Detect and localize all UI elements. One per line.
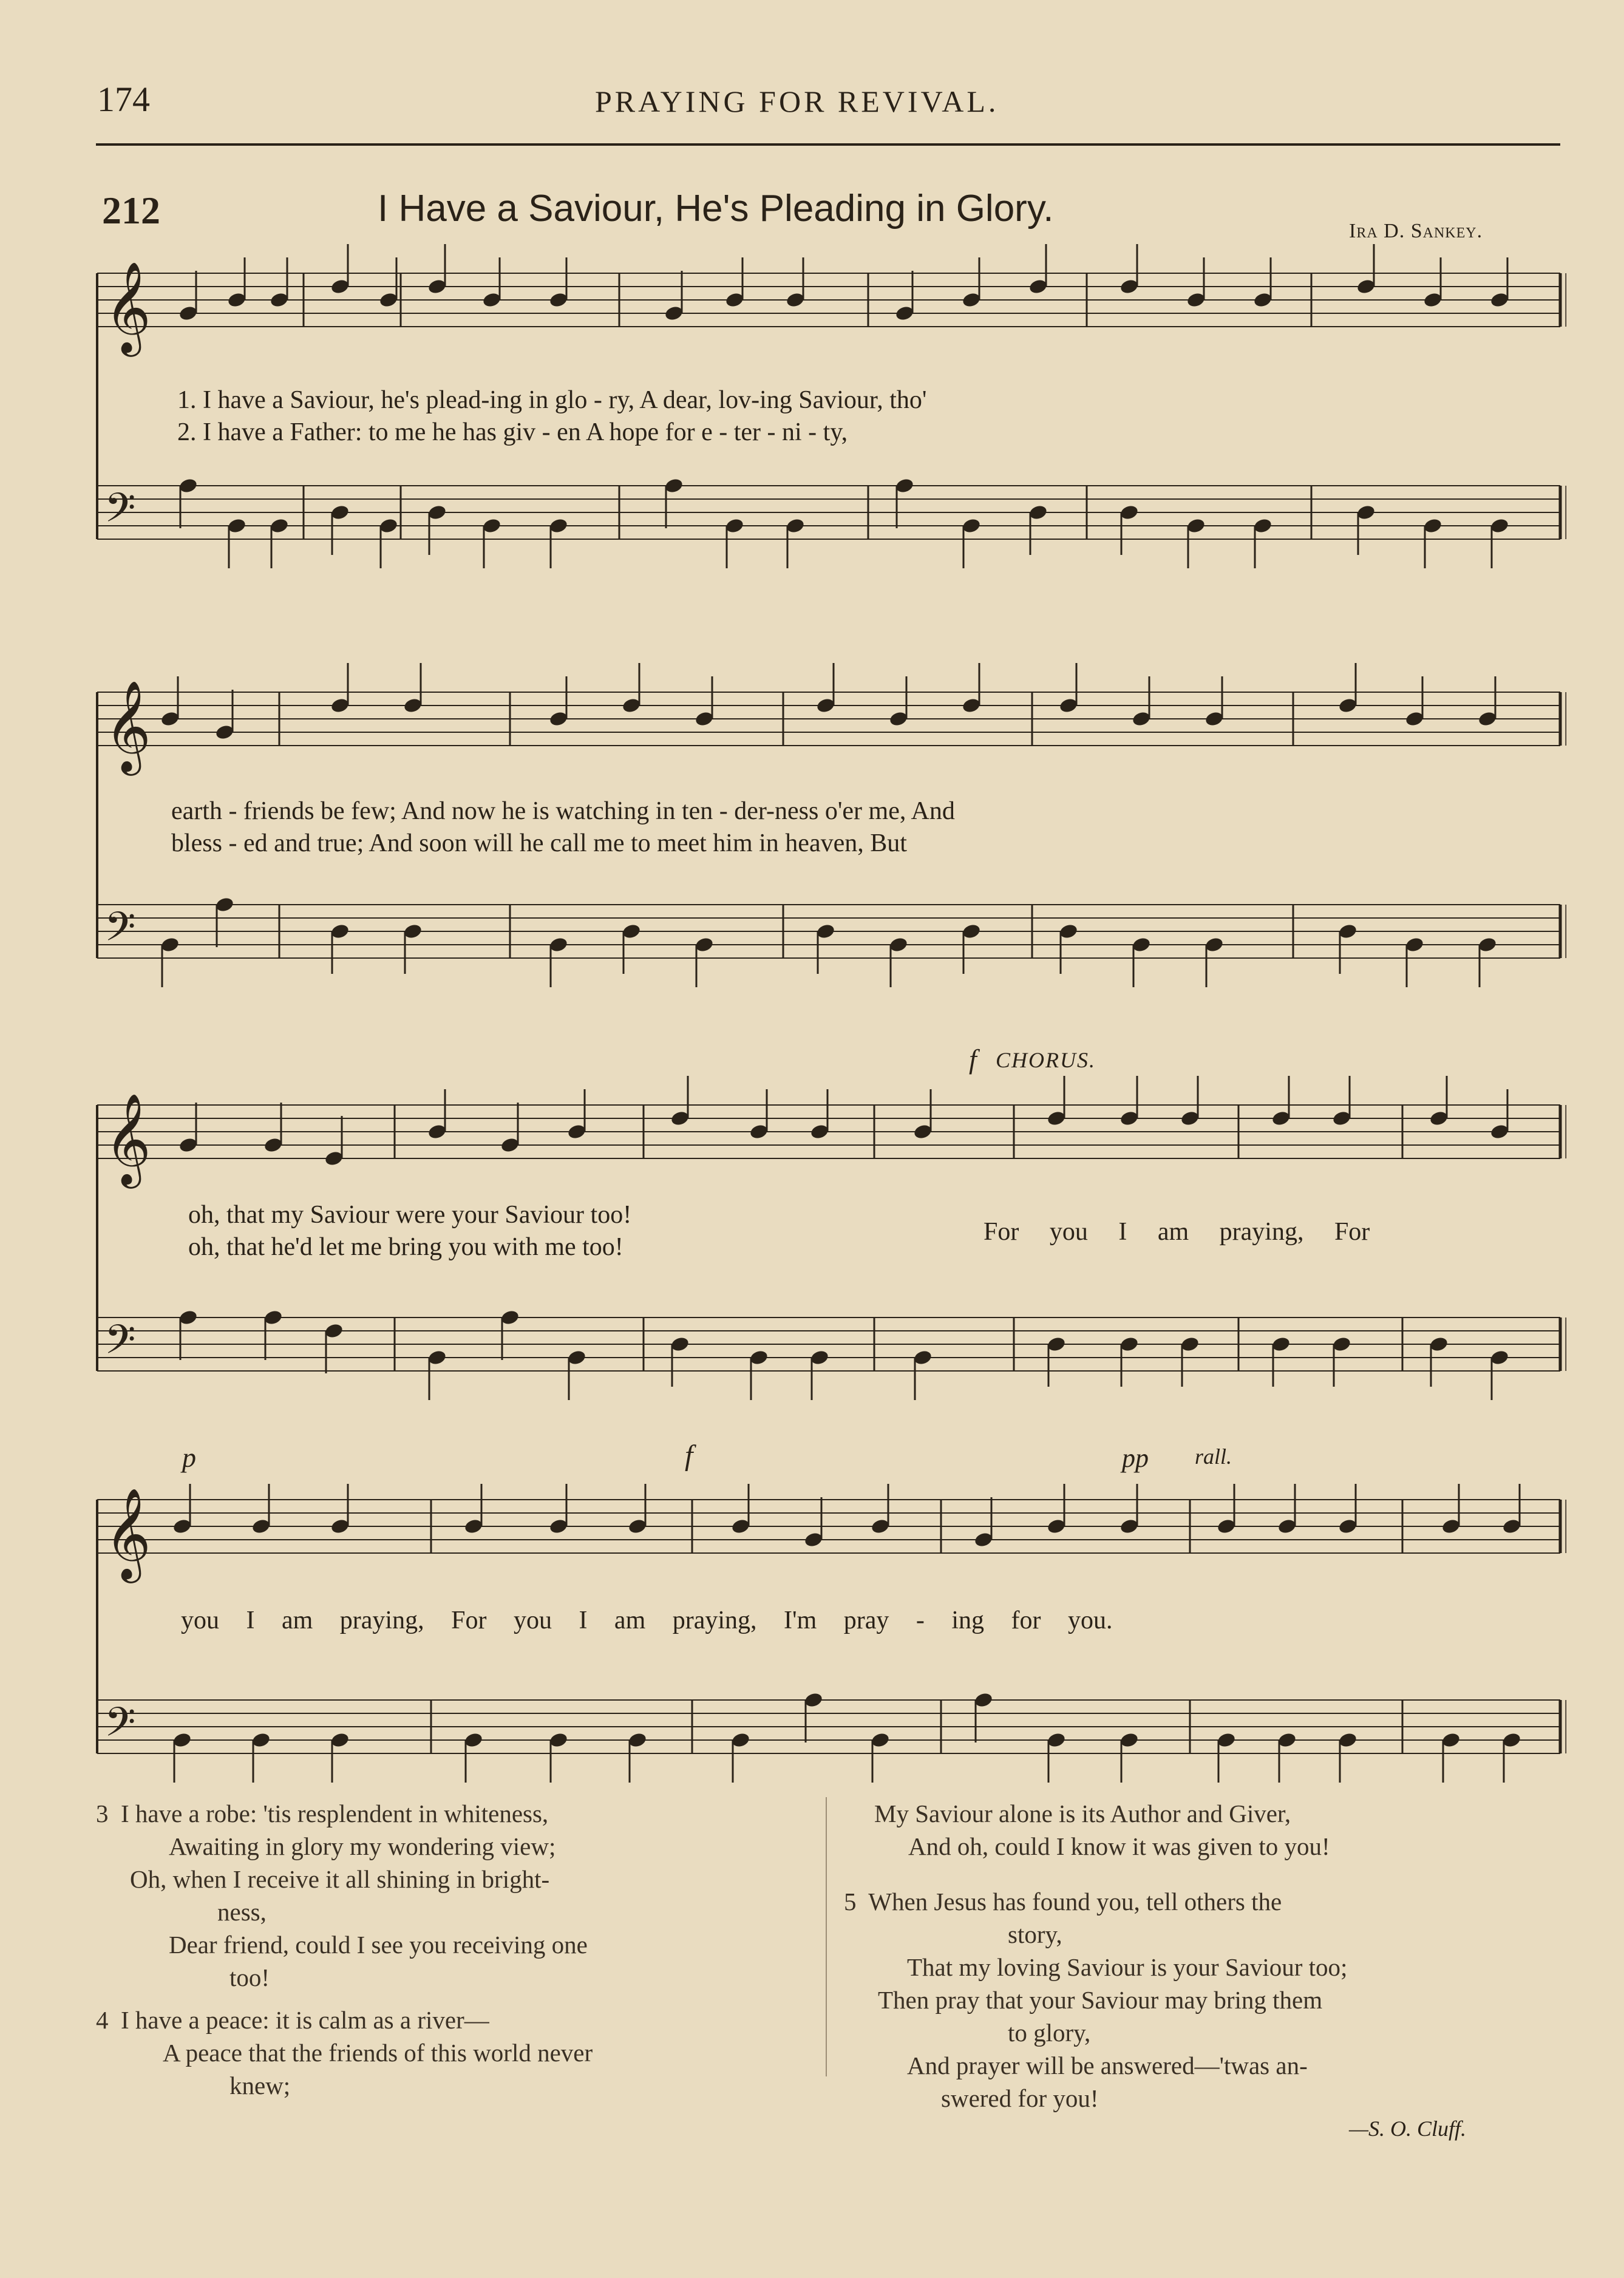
svg-text:𝄞: 𝄞 <box>104 679 151 772</box>
verse-4-part-1 <box>96 2004 818 2102</box>
verse-5-line-6: And prayer will be answered—'twas an- <box>907 2052 1308 2079</box>
lyrics-s3-v2: oh, that he'd let me bring you with me too! <box>188 1233 623 1261</box>
svg-text:𝄞: 𝄞 <box>104 260 151 353</box>
tempo-rall: rall. <box>1195 1444 1232 1469</box>
svg-text:𝄞: 𝄞 <box>104 1487 151 1579</box>
verse-3-line-5: Dear friend, could I see you receiving one <box>169 1931 588 1959</box>
verse-4-line-4: My Saviour alone is its Author and Giver, <box>874 1800 1291 1827</box>
svg-text:𝄞: 𝄞 <box>104 1092 151 1185</box>
svg-text:𝄢: 𝄢 <box>104 1316 136 1373</box>
verse-5-line-3: That my loving Saviour is your Saviour too; <box>907 1953 1348 1981</box>
hymn-title: I Have a Saviour, He's Pleading in Glory. <box>378 188 1054 229</box>
chorus-label: CHORUS. <box>996 1048 1096 1072</box>
lyrics-s1-v2: 2. I have a Father: to me he has giv - en A hope for e - ter - ni - ty, <box>177 418 848 446</box>
lyrics-s1-v1: 1. I have a Saviour, he's plead-ing in glo - ry, A dear, lov-ing Saviour, tho' <box>177 386 927 414</box>
running-title: PRAYING FOR REVIVAL. <box>595 84 999 118</box>
column-divider <box>826 1797 827 2076</box>
dynamic-pp: pp <box>1122 1443 1149 1473</box>
chorus-text-s3: For you I am praying, For <box>984 1218 1370 1246</box>
verse-3-line-3: Oh, when I receive it all shining in bright- <box>130 1865 550 1893</box>
verse-5-line-2: story, <box>1008 1920 1062 1948</box>
verse-5-line-5: to glory, <box>1008 2019 1091 2047</box>
lyrics-s3-v1: oh, that my Saviour were your Saviour too! <box>188 1201 632 1229</box>
verse-4-line-3: knew; <box>229 2072 291 2100</box>
verse-4-part-2 <box>874 1797 1560 1863</box>
verse-3-line-2: Awaiting in glory my wondering view; <box>169 1832 556 1860</box>
lyrics-s2-v2: bless - ed and true; And soon will he call me to meet him in heaven, But <box>171 829 907 857</box>
verse-4-line-2: A peace that the friends of this world never <box>163 2039 593 2067</box>
verse-3-line-4: ness, <box>217 1898 267 1926</box>
chorus-text-s4: you I am praying, For you I am praying, I'm pray - ing for you. <box>181 1606 1113 1634</box>
music-system-2 <box>91 662 1566 990</box>
text-author: —S. O. Cluff. <box>1349 2116 1467 2141</box>
svg-text:𝄢: 𝄢 <box>104 1699 136 1755</box>
verse-5-line-7: swered for you! <box>941 2084 1099 2112</box>
svg-text:𝄢: 𝄢 <box>104 484 136 541</box>
verse-5 <box>844 1885 1560 2115</box>
verse-4-line-1: 4 I have a peace: it is calm as a river— <box>96 2006 489 2034</box>
verse-4-line-5: And oh, could I know it was given to you! <box>908 1832 1330 1860</box>
verse-3-line-1: 3 I have a robe: 'tis resplendent in whiteness, <box>96 1800 549 1827</box>
lyrics-s2-v1: earth - friends be few; And now he is watching in ten - der-ness o'er me, And <box>171 797 955 825</box>
svg-text:𝄢: 𝄢 <box>104 903 136 960</box>
composer: Ira D. Sankey. <box>1349 220 1483 242</box>
page-number: 174 <box>97 80 150 119</box>
verse-5-line-4: Then pray that your Saviour may bring them <box>878 1986 1323 2014</box>
verse-3 <box>96 1797 818 1994</box>
verse-3-line-6: too! <box>229 1963 270 1991</box>
chorus-dynamic: f <box>969 1044 977 1075</box>
dynamic-f: f <box>685 1440 693 1472</box>
dynamic-p: p <box>182 1442 196 1473</box>
header-rule <box>96 143 1560 146</box>
hymn-number: 212 <box>102 189 160 232</box>
verse-5-line-1: 5 When Jesus has found you, tell others the <box>844 1888 1282 1916</box>
